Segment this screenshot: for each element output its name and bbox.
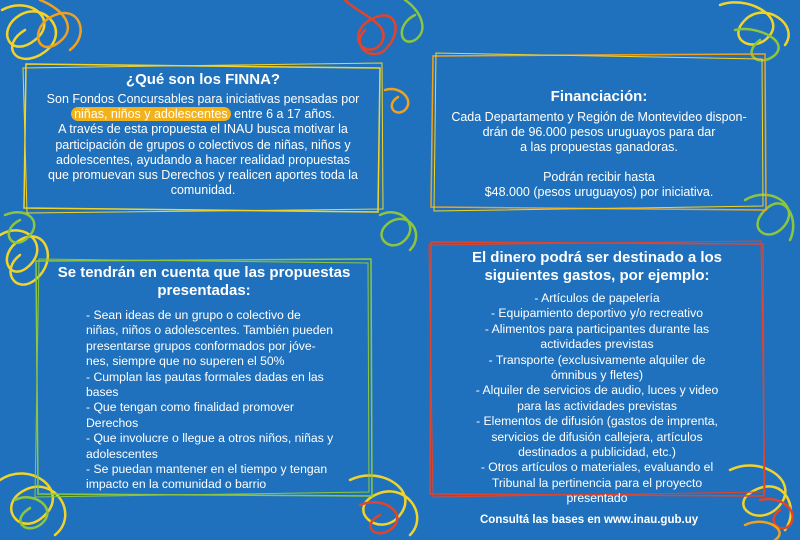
finna-box <box>22 62 384 214</box>
finna-body-line: A través de esta propuesta el INAU busca motivar la <box>58 122 348 137</box>
finna-line-2-rest: entre 6 a 17 años. <box>230 107 335 122</box>
list-item: presentarse grupos conformados por jóve- <box>86 338 316 353</box>
gastos-title-line: El dinero podrá ser destinado a los <box>471 249 723 266</box>
criterios-title-line: presentadas: <box>157 282 251 299</box>
list-item: destinados a publicidad, etc.) <box>518 445 676 460</box>
list-item: servicios de difusión callejera, artículos <box>491 429 703 444</box>
list-item: - Que involucre o llegue a otros niños, niñas y <box>86 431 334 446</box>
finna-body-line: que promuevan sus Derechos y realicen aportes toda la <box>48 168 358 183</box>
list-item: - Se puedan mantener en el tiempo y tengan <box>86 462 328 477</box>
gastos-title-line: siguientes gastos, por ejemplo: <box>484 267 710 284</box>
list-item: niñas, niños o adolescentes. También pueden <box>86 323 334 338</box>
list-item: - Equipamiento deportivo y/o recreativo <box>490 306 704 321</box>
gastos-list <box>428 291 766 507</box>
criterios-list <box>86 308 374 493</box>
list-item: ómnibus y fletes) <box>550 368 644 383</box>
scribble-top-right-yellow <box>720 2 789 45</box>
financiacion-box <box>430 52 768 212</box>
scribble-left-green <box>5 212 34 242</box>
finna-line-1: Son Fondos Concursables para iniciativas pensadas por <box>46 92 360 106</box>
financiacion-body-line: a las propuestas ganadoras. <box>520 140 678 155</box>
scribble-center-green <box>380 212 416 250</box>
financiacion-body2-line: Podrán recibir hasta <box>543 169 655 184</box>
criterios-box <box>34 258 374 498</box>
list-item: Derechos <box>86 415 139 430</box>
list-item: Tribunal la pertinencia para el proyecto <box>491 475 703 490</box>
list-item: - Otros artículos o materiales, evaluando el <box>480 460 714 475</box>
list-item: - Alquiler de servicios de audio, luces y video <box>475 383 719 398</box>
list-item: - Que tengan como finalidad promover <box>86 400 294 415</box>
finna-body-line: participación de grupos o colectivos de niñas, niños y <box>55 137 351 152</box>
criterios-title-line: Se tendrán en cuenta que las propuestas <box>57 264 351 281</box>
list-item: - Artículos de papelería <box>534 291 660 305</box>
list-item: - Sean ideas de un grupo o colectivo de <box>86 308 301 322</box>
financiacion-body-line: Cada Departamento y Región de Montevideo dispon- <box>451 110 747 124</box>
finna-highlight: niñas, niños y adolescentes <box>71 107 231 121</box>
list-item: adolescentes <box>86 446 158 461</box>
financiacion-body-line: drán de 96.000 pesos uruguayos para dar <box>482 125 716 140</box>
list-item: - Elementos de difusión (gastos de imprenta, <box>476 414 718 429</box>
financiacion-title: Financiación: <box>550 88 648 105</box>
list-item: presentado <box>566 491 628 506</box>
list-item: para las actividades previstas <box>517 398 677 413</box>
list-item: actividades previstas <box>540 337 654 352</box>
scribble-top-center-green <box>402 0 423 42</box>
footer-link-text[interactable]: Consultá las bases en www.inau.gub.uy <box>480 514 699 526</box>
scribble-bottom-right-orange <box>745 522 780 540</box>
finna-title: ¿Qué son los FINNA? <box>125 71 281 88</box>
scribble-top-left-yellow <box>2 5 56 58</box>
list-item: impacto en la comunidad o barrio <box>86 477 267 492</box>
list-item: bases <box>86 385 119 400</box>
finna-body-line: comunidad. <box>170 183 236 198</box>
scribble-center-orange <box>385 89 408 113</box>
finna-body-line: adolescentes, ayudando a hacer realidad propuestas <box>56 152 350 167</box>
list-item: - Cumplan las pautas formales dadas en las <box>86 369 324 384</box>
list-item: - Alimentos para participantes durante las <box>484 321 710 336</box>
scribble-top-center-red <box>345 0 396 54</box>
gastos-box <box>428 240 766 506</box>
list-item: nes, siempre que no superen el 50% <box>86 354 285 369</box>
list-item: - Transporte (exclusivamente alquiler de <box>488 352 706 367</box>
finna-line-2 <box>22 107 384 122</box>
financiacion-body2-line: $48.000 (pesos uruguayos) por iniciativa. <box>484 184 714 199</box>
